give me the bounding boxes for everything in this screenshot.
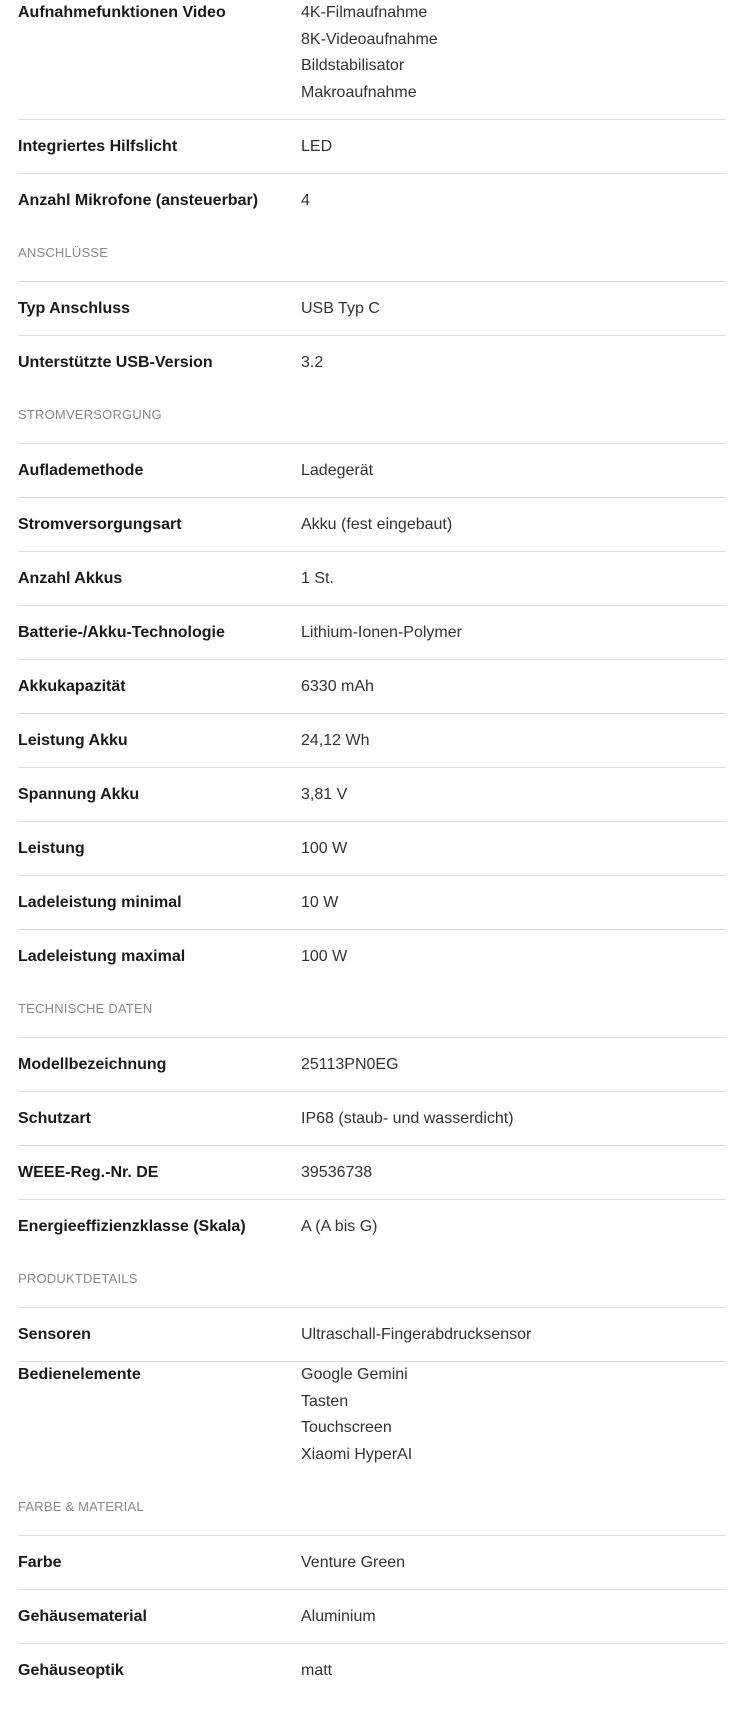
spec-row-stromversorgungsart: [18, 498, 726, 552]
spec-label: Leistung Akku: [18, 732, 128, 749]
spec-values: [301, 460, 726, 482]
spec-row-typ-anschluss: [18, 282, 726, 336]
spec-values: [301, 1606, 726, 1628]
spec-row-auflademethode: [18, 444, 726, 498]
spec-value: A (A bis G): [301, 1218, 378, 1235]
spec-value: Tasten: [301, 1392, 349, 1410]
spec-row-anzahl-mikrofone-ansteuerbar: [18, 174, 726, 228]
spec-label: Anzahl Akkus: [18, 570, 123, 587]
spec-values: [301, 784, 726, 806]
spec-values: [301, 946, 726, 968]
spec-values: [301, 190, 726, 212]
spec-value: LED: [301, 138, 333, 155]
section-title: TECHNISCHE DATEN: [18, 984, 726, 1038]
spec-value: 39536738: [301, 1164, 373, 1181]
spec-values: [301, 892, 726, 914]
section-technische-daten: [18, 984, 726, 1254]
spec-row-gehaeuseoptik: [18, 1644, 726, 1698]
section-title: PRODUKTDETAILS: [18, 1254, 726, 1308]
section-produktdetails: [18, 1254, 726, 1482]
spec-values: [301, 298, 726, 320]
spec-row-farbe: [18, 1536, 726, 1590]
spec-value: Touchscreen: [301, 1419, 392, 1436]
spec-value: 8K-Videoaufnahme: [301, 30, 438, 48]
spec-label: Ladeleistung maximal: [18, 948, 186, 965]
spec-row-ladeleistung-minimal: [18, 876, 726, 930]
section-farbe-material: [18, 1482, 726, 1698]
spec-value: Venture Green: [301, 1554, 406, 1571]
spec-value: Ladegerät: [301, 462, 374, 479]
spec-values: [301, 0, 726, 106]
spec-row-bedienelemente: [18, 1362, 726, 1482]
section-title: ANSCHLÜSSE: [18, 228, 726, 282]
spec-value: USB Typ C: [301, 300, 380, 317]
spec-label: Typ Anschluss: [18, 300, 131, 317]
spec-value: Lithium-Ionen-Polymer: [301, 624, 462, 641]
section-anschluesse: [18, 228, 726, 390]
spec-values: [301, 1108, 726, 1130]
spec-label: Modellbezeichnung: [18, 1056, 167, 1073]
spec-label: Unterstützte USB-Version: [18, 354, 213, 371]
spec-row-spannung-akku: [18, 768, 726, 822]
spec-value: 25113PN0EG: [301, 1056, 399, 1073]
spec-values: [301, 1362, 726, 1468]
spec-values: [301, 1324, 726, 1346]
spec-label: Anzahl Mikrofone (ansteuerbar): [18, 192, 259, 209]
spec-row-modellbezeichnung: [18, 1038, 726, 1092]
section-title: STROMVERSORGUNG: [18, 390, 726, 444]
spec-label: Spannung Akku: [18, 786, 140, 803]
spec-values: [301, 730, 726, 752]
spec-value: IP68 (staub- und wasserdicht): [301, 1110, 514, 1127]
spec-label: Gehäuseoptik: [18, 1662, 124, 1679]
spec-row-batterie-akku-technologie: [18, 606, 726, 660]
spec-label: Akkukapazität: [18, 678, 126, 695]
spec-value: 4K-Filmaufnahme: [301, 4, 428, 21]
spec-row-unterstuetzte-usb-version: [18, 336, 726, 390]
spec-values: [301, 1552, 726, 1574]
spec-value: Bildstabilisator: [301, 57, 405, 74]
spec-values: [301, 1054, 726, 1076]
spec-value: Google Gemini: [301, 1366, 408, 1383]
spec-values: [301, 676, 726, 698]
spec-row-integriertes-hilfslicht: [18, 120, 726, 174]
spec-label: Schutzart: [18, 1110, 91, 1127]
spec-value: 3.2: [301, 354, 324, 371]
section-stromversorgung: [18, 390, 726, 984]
spec-row-energieeffizienzklasse-skala: [18, 1200, 726, 1254]
spec-value: Makroaufnahme: [301, 83, 417, 101]
spec-label: WEEE-Reg.-Nr. DE: [18, 1164, 159, 1181]
spec-value: matt: [301, 1662, 333, 1679]
spec-value: 4: [301, 192, 310, 209]
spec-row-ladeleistung-maximal: [18, 930, 726, 984]
spec-row-gehaeusematerial: [18, 1590, 726, 1644]
section-title: FARBE & MATERIAL: [18, 1482, 726, 1536]
spec-row-schutzart: [18, 1092, 726, 1146]
spec-values: [301, 622, 726, 644]
spec-label: Sensoren: [18, 1326, 91, 1343]
spec-values: [301, 568, 726, 590]
spec-label: Aufnahmefunktionen Video: [18, 4, 226, 21]
spec-values: [301, 514, 726, 536]
spec-label: Energieeffizienzklasse (Skala): [18, 1218, 246, 1235]
spec-label: Integriertes Hilfslicht: [18, 138, 178, 155]
spec-value: 100 W: [301, 840, 348, 857]
spec-row-akkukapazitaet: [18, 660, 726, 714]
spec-values: [301, 1660, 726, 1682]
spec-value: 1 St.: [301, 570, 334, 587]
spec-value: 24,12 Wh: [301, 732, 370, 749]
spec-label: Ladeleistung minimal: [18, 894, 182, 911]
spec-label: Bedienelemente: [18, 1366, 141, 1383]
spec-label: Gehäusematerial: [18, 1608, 147, 1625]
spec-label: Stromversorgungsart: [18, 516, 182, 533]
spec-row-leistung: [18, 822, 726, 876]
spec-value: 3,81 V: [301, 786, 348, 803]
section-video: [18, 0, 726, 228]
spec-label: Farbe: [18, 1554, 62, 1571]
spec-row-weee-reg-nr-de: [18, 1146, 726, 1200]
spec-row-anzahl-akkus: [18, 552, 726, 606]
spec-value: Xiaomi HyperAI: [301, 1445, 413, 1463]
spec-label: Leistung: [18, 840, 85, 857]
spec-value: 100 W: [301, 948, 348, 965]
spec-value: Ultraschall-Fingerabdrucksensor: [301, 1326, 532, 1343]
spec-values: [301, 136, 726, 158]
spec-row-leistung-akku: [18, 714, 726, 768]
spec-values: [301, 838, 726, 860]
spec-table: [18, 0, 726, 1698]
spec-label: Batterie-/Akku-Technologie: [18, 624, 225, 641]
spec-values: [301, 352, 726, 374]
spec-label: Auflademethode: [18, 462, 144, 479]
spec-values: [301, 1216, 726, 1238]
spec-row-aufnahmefunktionen-video: [18, 0, 726, 120]
spec-value: Aluminium: [301, 1608, 376, 1625]
spec-value: 10 W: [301, 894, 339, 911]
spec-value: Akku (fest eingebaut): [301, 516, 453, 533]
spec-values: [301, 1162, 726, 1184]
spec-row-sensoren: [18, 1308, 726, 1362]
spec-value: 6330 mAh: [301, 678, 374, 695]
